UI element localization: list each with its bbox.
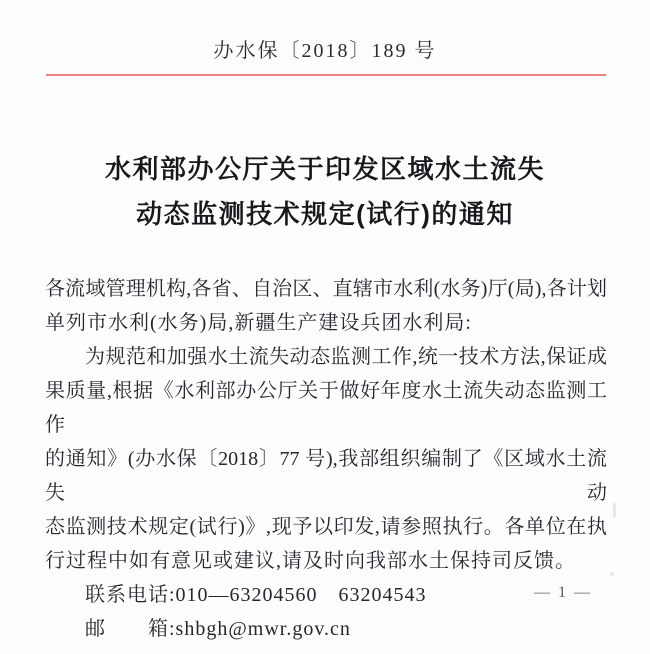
page-number: — 1 — (534, 584, 592, 601)
document-title (0, 147, 650, 237)
paragraph-2-line-2: 果质量,根据《水利部办公厅关于做好年度水土流失动态监测工作 (45, 380, 607, 436)
document-body (45, 272, 607, 646)
paragraph-1-line-1: 各流域管理机构,各省、自治区、直辖市水利(水务)厅(局),各计划 (45, 278, 607, 300)
contact-email-line: 邮 箱:shbgh@mwr.gov.cn (85, 618, 351, 640)
scan-artifact (613, 503, 616, 517)
header-divider (46, 74, 606, 76)
paragraph-2-line-5: 行过程中如有意见或建议,请及时向我部水土保持司反馈。 (45, 550, 576, 572)
title-line-1: 水利部办公厅关于印发区域水土流失 (104, 154, 545, 184)
document-number: 办水保〔2018〕189 号 (213, 40, 437, 62)
paragraph-2-line-3: 的通知》(办水保〔2018〕77 号),我部组织编制了《区域水土流失动 (45, 448, 607, 504)
paragraph-2-line-4: 态监测技术规定(试行)》,现予以印发,请参照执行。各单位在执 (45, 516, 607, 538)
paragraph-1-line-2: 单列市水利(水务)局,新疆生产建设兵团水利局: (45, 312, 472, 334)
scan-artifact (610, 572, 614, 576)
paragraph-2-line-1: 为规范和加强水土流失动态监测工作,统一技术方法,保证成 (85, 346, 607, 368)
contact-phone-line: 联系电话:010—63204560 63204543 (85, 584, 427, 606)
title-line-2: 动态监测技术规定(试行)的通知 (136, 199, 514, 229)
